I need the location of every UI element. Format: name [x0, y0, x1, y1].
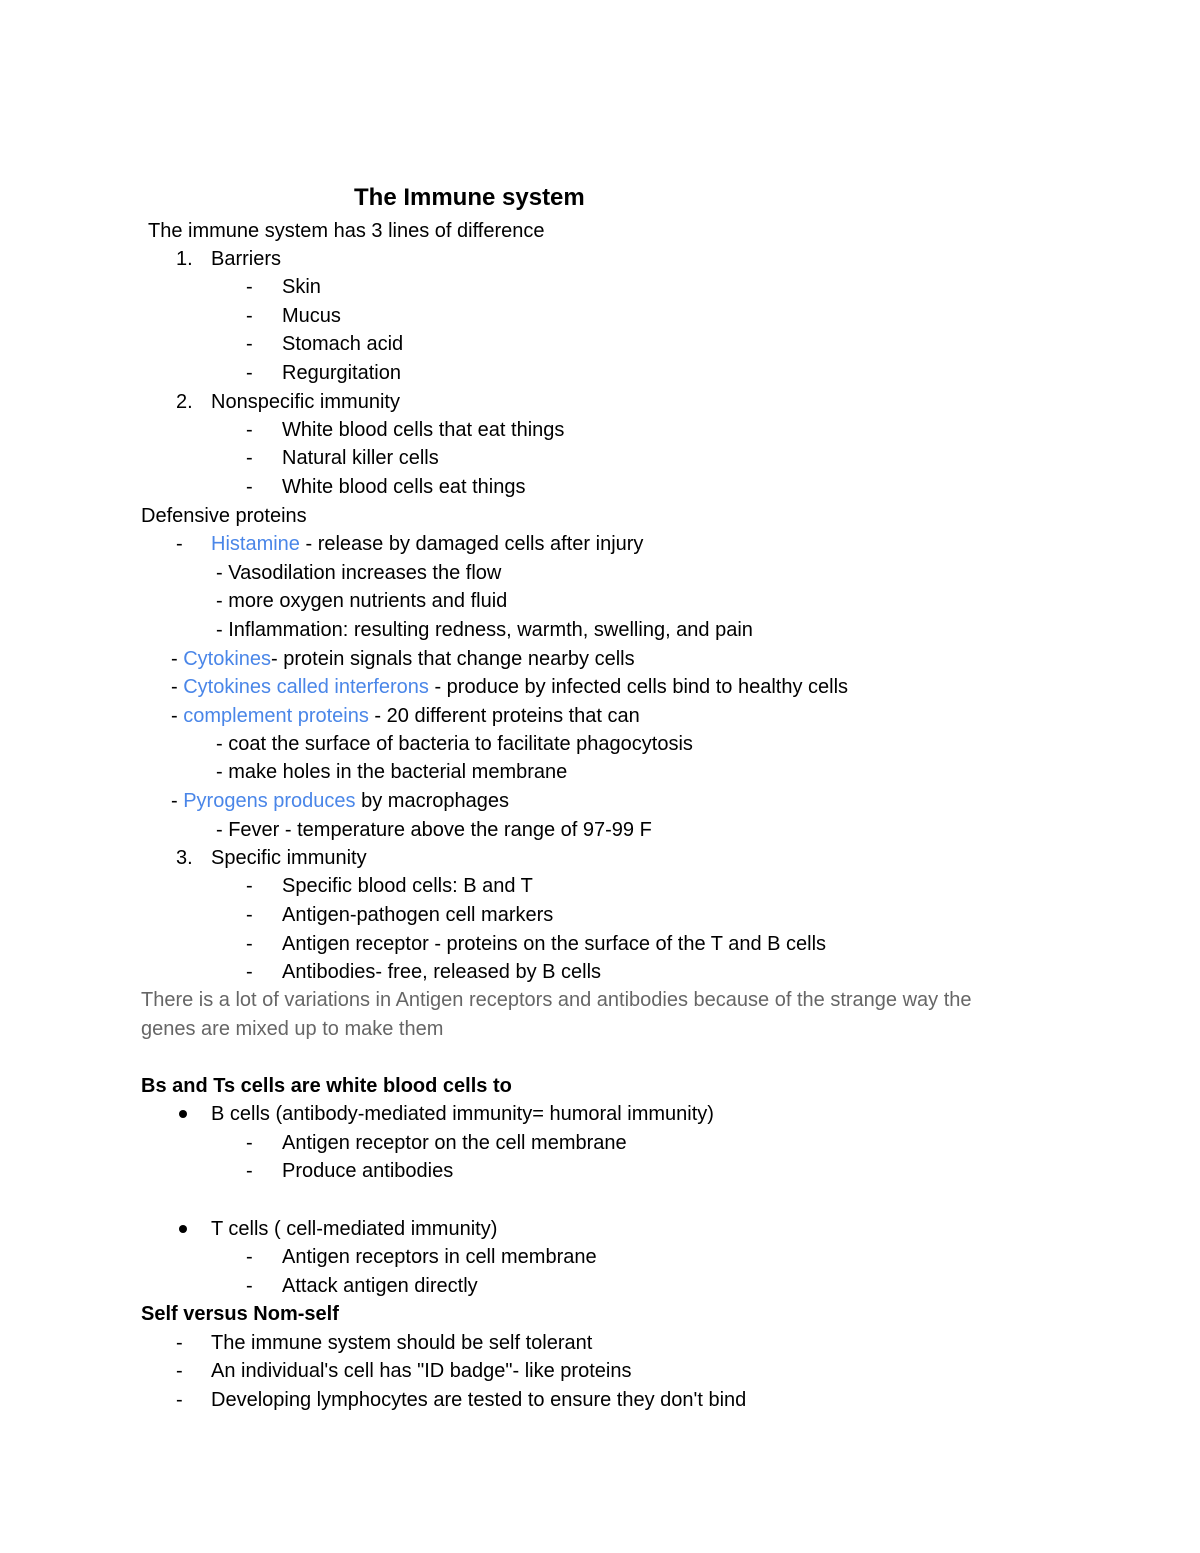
term-cytokines: Cytokines	[183, 648, 272, 670]
t-cells-label: T cells ( cell-mediated immunity)	[211, 1218, 498, 1240]
interferons-line: - Cytokines called interferons - produce by infected cells bind to healthy cells	[171, 676, 849, 698]
list-item: Antigen-pathogen cell markers	[282, 904, 554, 926]
term-complement: complement proteins	[183, 705, 369, 727]
dash-marker: -	[246, 904, 253, 926]
complement-line: - complement proteins - 20 different proteins that can	[171, 705, 640, 727]
list-number: 2.	[176, 391, 193, 413]
sub-item: - Vasodilation increases the flow	[216, 562, 502, 584]
list-item: White blood cells eat things	[282, 476, 526, 498]
dash-marker: -	[246, 476, 253, 498]
term-pyrogens: Pyrogens produces	[183, 790, 356, 812]
list-item: Antigen receptors in cell membrane	[282, 1246, 597, 1268]
term-interferons: Cytokines called interferons	[183, 676, 429, 698]
bullet-icon	[179, 1110, 187, 1118]
list-item: White blood cells that eat things	[282, 419, 565, 441]
list-item: Developing lymphocytes are tested to ensure they don't bind	[211, 1389, 747, 1411]
term-description: - 20 different proteins that can	[368, 705, 640, 727]
sub-item: - more oxygen nutrients and fluid	[216, 590, 508, 612]
note-text: genes are mixed up to make them	[141, 1018, 444, 1040]
term-description: - produce by infected cells bind to healthy cells	[428, 676, 849, 698]
list-item: Natural killer cells	[282, 447, 439, 469]
list-item: Antigen receptor on the cell membrane	[282, 1132, 627, 1154]
dash-marker: -	[246, 447, 253, 469]
dash-marker: -	[246, 362, 253, 384]
list-number: 3.	[176, 847, 193, 869]
section-label: Specific immunity	[211, 847, 367, 869]
dash-marker: -	[246, 1160, 253, 1182]
section-label: Barriers	[211, 248, 282, 270]
dash-marker: -	[246, 933, 253, 955]
dash-marker: -	[246, 1246, 253, 1268]
list-item: Produce antibodies	[282, 1160, 454, 1182]
bullet-icon	[179, 1225, 187, 1233]
list-number: 1.	[176, 248, 193, 270]
dash-marker: -	[176, 533, 183, 555]
sub-item: - Fever - temperature above the range of 97-99 F	[216, 819, 652, 841]
dash-marker: -	[246, 419, 253, 441]
dash-marker: -	[246, 875, 253, 897]
list-item: An individual's cell has "ID badge"- like proteins	[211, 1360, 632, 1382]
sub-item: - Inflammation: resulting redness, warmth, swelling, and pain	[216, 619, 753, 641]
histamine-line	[211, 532, 643, 556]
dash-marker: -	[176, 1360, 183, 1382]
sub-item: - coat the surface of bacteria to facilitate phagocytosis	[216, 733, 693, 755]
dash-marker: -	[246, 1132, 253, 1154]
list-item: Mucus	[282, 305, 341, 327]
self-heading: Self versus Nom-self	[141, 1303, 339, 1325]
dash-marker: -	[246, 305, 253, 327]
note-text: There is a lot of variations in Antigen receptors and antibodies because of the strange way the	[141, 989, 972, 1011]
pyrogens-line: - Pyrogens produces by macrophages	[171, 790, 509, 812]
intro-text: The immune system has 3 lines of difference	[148, 220, 545, 242]
cytokines-line: - Cytokines- protein signals that change nearby cells	[171, 648, 635, 670]
term-description: - protein signals that change nearby cells	[271, 648, 635, 670]
list-item: Antibodies- free, released by B cells	[282, 961, 602, 983]
dash-marker: -	[246, 961, 253, 983]
term-histamine: Histamine	[211, 533, 300, 555]
dash-marker: -	[246, 1275, 253, 1297]
term-description: - release by damaged cells after injury	[299, 533, 644, 555]
section-label: Nonspecific immunity	[211, 391, 400, 413]
term-description: by macrophages	[355, 790, 509, 812]
dash-marker: -	[246, 276, 253, 298]
list-item: Attack antigen directly	[282, 1275, 478, 1297]
bt-heading: Bs and Ts cells are white blood cells to	[141, 1075, 512, 1097]
list-item: Skin	[282, 276, 321, 298]
dash-marker: -	[176, 1389, 183, 1411]
list-item: Antigen receptor - proteins on the surface of the T and B cells	[282, 933, 827, 955]
page-title: The Immune system	[354, 184, 585, 211]
dash-marker: -	[246, 333, 253, 355]
defensive-heading: Defensive proteins	[141, 505, 307, 527]
list-item: The immune system should be self tolerant	[211, 1332, 593, 1354]
b-cells-label: B cells (antibody-mediated immunity= humoral immunity)	[211, 1103, 714, 1125]
sub-item: - make holes in the bacterial membrane	[216, 761, 568, 783]
dash-marker: -	[176, 1332, 183, 1354]
list-item: Specific blood cells: B and T	[282, 875, 533, 897]
list-item: Stomach acid	[282, 333, 404, 355]
list-item: Regurgitation	[282, 362, 401, 384]
